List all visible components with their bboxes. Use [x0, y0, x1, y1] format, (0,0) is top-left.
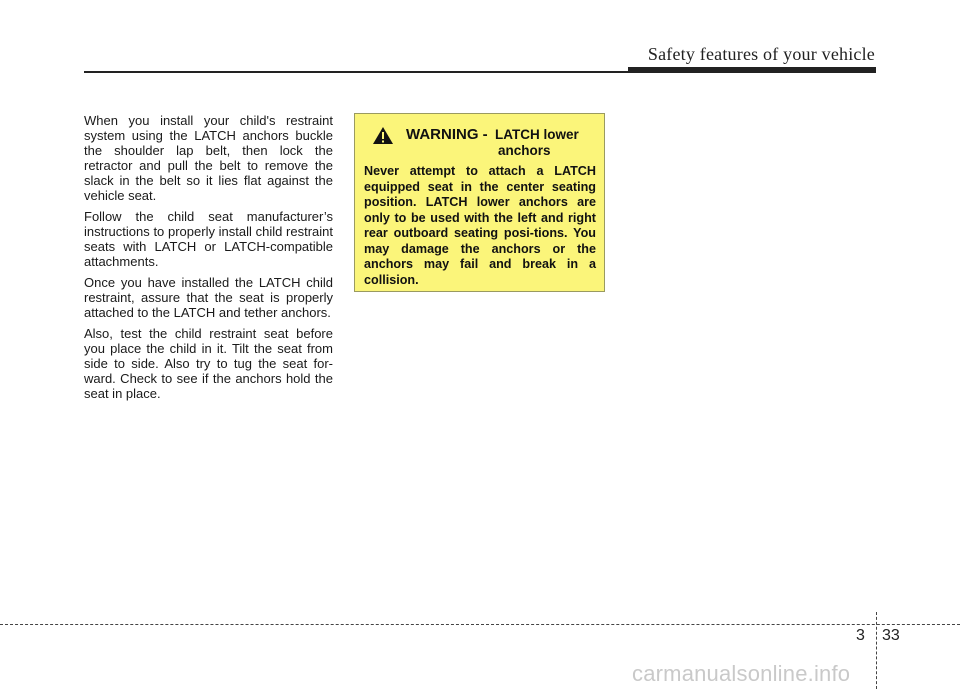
page-number: 33 — [882, 627, 900, 644]
warning-heading — [364, 124, 596, 160]
paragraph-test-seat: Also, test the child restraint seat before you place the child in it. Tilt the seat from side to side. Also try to tug the seat for-ward. Check to see if the anchors hold the seat in place. — [84, 326, 333, 401]
paragraph-install: When you install your child's restraint system using the LATCH anchors buckle the shoulder lap belt, then lock the retractor and pull the belt to remove the slack in the belt so it lies flat against the vehicle seat. — [84, 113, 333, 203]
warning-label: WARNING - — [406, 126, 488, 143]
chapter-number: 3 — [856, 627, 865, 644]
footer-divider — [876, 612, 877, 689]
warning-triangle-icon — [372, 126, 394, 145]
section-title: Safety features of your vehicle — [647, 44, 875, 64]
warning-title-line2: anchors — [498, 143, 551, 158]
warning-text: Never attempt to attach a LATCH equipped seat in the center seating position. LATCH lower anchors are only to be used with the left and right rear outboard seating posi-tions. You may damage the anchors or the anchors may fail and break in a collision. — [364, 164, 596, 287]
warning-box — [354, 113, 605, 292]
header-rule-accent — [628, 67, 876, 73]
watermark: carmanualsonline.info — [632, 661, 851, 686]
warning-title — [495, 127, 605, 159]
footer-rule — [0, 624, 960, 625]
paragraph-follow-instructions: Follow the child seat manufacturer’s instructions to properly install child restraint seats with LATCH or LATCH-compatible attachments. — [84, 209, 333, 269]
warning-title-line1: LATCH lower — [495, 127, 579, 142]
paragraph-attach: Once you have installed the LATCH child restraint, assure that the seat is properly attached to the LATCH and tether anchors. — [84, 275, 333, 320]
body-text-column — [84, 113, 333, 407]
